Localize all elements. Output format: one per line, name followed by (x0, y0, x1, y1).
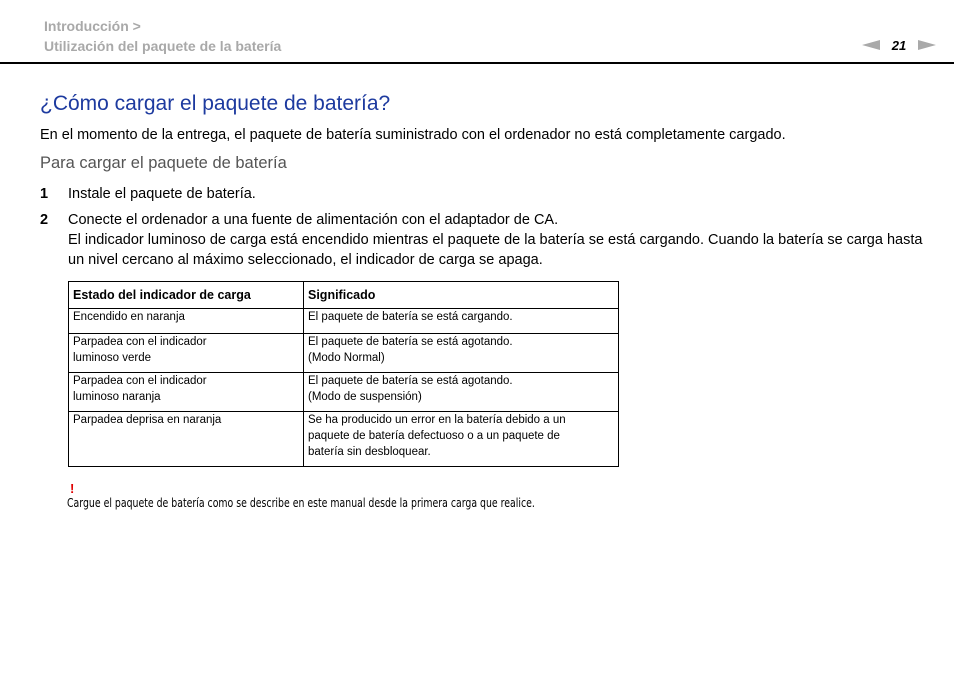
cell-text: (Modo Normal) (308, 352, 385, 364)
section-subtitle: Para cargar el paquete de batería (40, 154, 287, 172)
table-row (69, 373, 619, 412)
cell-text: luminoso verde (73, 352, 151, 364)
page-number: 21 (891, 37, 907, 53)
cell-text: Parpadea con el indicador (73, 375, 207, 387)
table-cell-meaning (304, 373, 619, 412)
breadcrumb (44, 16, 281, 56)
table-cell-meaning (304, 412, 619, 467)
table-cell-meaning (304, 334, 619, 373)
step-number: 2 (40, 212, 49, 228)
cell-text: batería sin desbloquear. (308, 446, 431, 458)
intro-paragraph: En el momento de la entrega, el paquete de batería suministrado con el ordenador no está completamente cargado. (40, 127, 786, 143)
step-text: Conecte el ordenador a una fuente de alimentación con el adaptador de CA. (68, 212, 559, 228)
cell-text: Encendido en naranja (73, 311, 185, 323)
breadcrumb-section[interactable]: Introducción > (44, 18, 141, 34)
step-text: El indicador luminoso de carga está encendido mientras el paquete de la batería se está cargando. Cuando la batería se carga hasta un nivel cercano al máximo seleccionado, el indicador de carga se apaga. (68, 232, 923, 268)
arrow-right-icon[interactable] (918, 40, 936, 50)
column-header-meaning: Significado (304, 282, 619, 309)
arrow-left-icon[interactable] (862, 40, 880, 50)
step-text-block (68, 210, 928, 270)
table-row (69, 412, 619, 467)
table-cell-state (69, 309, 304, 334)
step-2 (40, 210, 940, 270)
table-cell-state (69, 412, 304, 467)
page-navigation (862, 36, 936, 54)
column-header-state: Estado del indicador de carga (69, 282, 304, 309)
table-cell-meaning (304, 309, 619, 334)
table-cell-state (69, 334, 304, 373)
cell-text: El paquete de batería se está agotando. (308, 375, 513, 387)
cell-text: El paquete de batería se está agotando. (308, 336, 513, 348)
cell-text: Parpadea con el indicador (73, 336, 207, 348)
step-1 (40, 184, 940, 204)
cell-text: Se ha producido un error en la batería debido a un (308, 414, 566, 426)
header-divider (0, 62, 954, 64)
cell-text: paquete de batería defectuoso o a un paquete de (308, 430, 560, 442)
cell-text: (Modo de suspensión) (308, 391, 422, 403)
charge-indicator-table (68, 281, 619, 467)
exclamation-icon: ! (70, 481, 75, 496)
cell-text: El paquete de batería se está cargando. (308, 311, 513, 323)
cell-text: luminoso naranja (73, 391, 161, 403)
note-text: Cargue el paquete de batería como se describe en este manual desde la primera carga que realice. (67, 496, 535, 510)
cell-text: Parpadea deprisa en naranja (73, 414, 222, 426)
step-text: Instale el paquete de batería. (68, 186, 256, 202)
page-title: ¿Cómo cargar el paquete de batería? (40, 92, 391, 115)
step-number: 1 (40, 186, 49, 202)
table-row (69, 334, 619, 373)
table-row (69, 309, 619, 334)
table-header-row (69, 282, 619, 309)
table-cell-state (69, 373, 304, 412)
breadcrumb-page: Utilización del paquete de la batería (44, 38, 282, 54)
